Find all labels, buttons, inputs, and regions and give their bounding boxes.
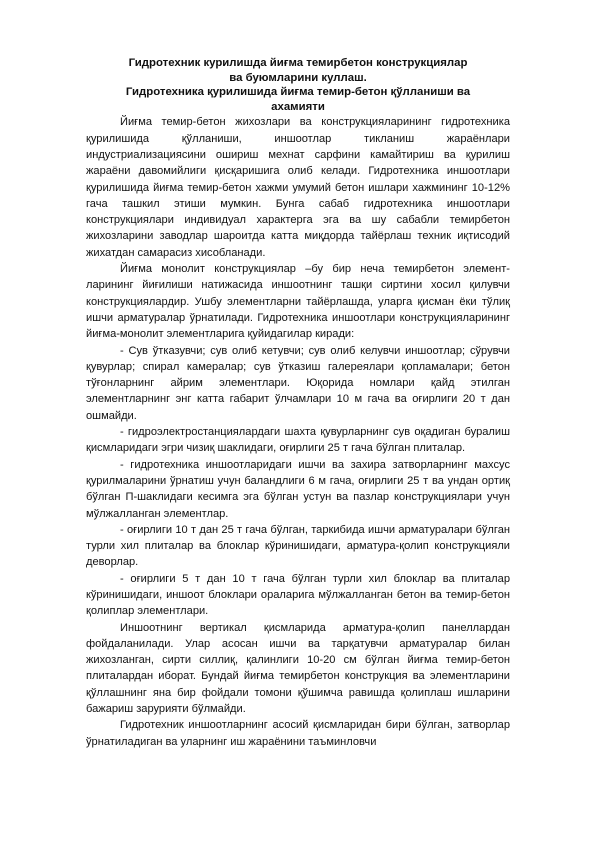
paragraph-continued: Гидротехник иншоотларнинг асосий қисмларидан бири бўлган, затворлар ўрнатиладиган ва уларнинг иш жараёнини таъминловчи: [86, 719, 510, 748]
list-item: - оғирлиги 5 т дан 10 т гача бўлган турли хил блоклар ва плиталар кўринишидаги, иншоот блоклари ораларига мўлжалланган бетон ва темир-бетон қолиплар элементлари.: [86, 572, 510, 618]
list-item: - гидротехника иншоотларидаги ишчи ва захира затворларнинг махсус қурилмаларини ўрнатиш учун баландлиги 6 м гача, оғирлиги 25 т ва ундан ортиқ бўлган П-шаклидаги кесимга эга бўлган устун ва пазлар конструкциялари учун мўлжалланган элементлар.: [86, 458, 510, 520]
paragraph-intro: Йиғма темир-бетон жихозлари ва конструкцияларининг гидротехника қурилишида қўлланиши, иншоотлар тикланиш жараёнлари индустриализациясини ошириш мехнат сарфини камайтириш ва қурилиш жараёни давомийлиги қисқаришига олиб келади. Гидротехника иншоотлари қурилишида йиғма темир-бетон хажми умумий бетон ишлари хажмининг 10-12% гача ташкил этиши мумкин. Бунга сабаб гидротехника иншоотлари конструкциялари индивидуал характерга эга ва шу сабабли темирбетон жихозларини заводлар шароитда катта миқдорда тайёрлаш техник иқтисодий жихатдан самарасиз хисобланади.: [86, 116, 510, 259]
document-body: [86, 56, 510, 750]
subtitle-line: ахамияти: [271, 100, 325, 113]
paragraph-definition: Йиғма монолит конструкциялар –бу бир неча темирбетон элемент-ларининг йиғилиши натижасида иншоотнинг ташқи сиртини хосил қилувчи конструкциялардир. Ушбу элементларни тайёрлашда, уларга қисман ёки тўлиқ ишчи арматуралар ўрнатилади. Гидротехника иншоотлари конструкцияларининг йиғма-монолит элементларига қуйидагилар киради:: [86, 263, 510, 341]
paragraph-panels: Иншоотнинг вертикал қисмларида арматура-қолип панеллардан фойдаланилади. Улар асосан ишчи ва тарқатувчи арматуралар билан жихозланган, сирти силлиқ, қалинлиги 10-20 см бўлган йиғма темир-бетон плиталардан иборат. Бундай йиғма темирбетон конструкция ва элементларини қўллашнинг яна бир фойдали томони қўшимча равишда қолиплаш ишларини бажариш зарурияти бўлмайди.: [86, 621, 510, 716]
list-item: - оғирлиги 10 т дан 25 т гача бўлган, таркибида ишчи арматуралари бўлган турли хил плиталар ва блоклар кўринишидаги, арматура-қолип конструкцияли деворлар.: [86, 523, 510, 569]
list-item: - гидроэлектростанциялардаги шахта қувурларнинг сув оқадиган буралиш қисмларидаги эгри чизиқ шаклидаги, оғирлиги 25 т гача бўлган плиталар.: [86, 426, 510, 455]
title-line: ва буюмларини куллаш.: [229, 71, 367, 84]
document-title: [86, 56, 510, 114]
title-line: Гидротехник курилишда йиғма темирбетон конструкциялар: [128, 57, 468, 69]
list-item: - Сув ўтказувчи; сув олиб кетувчи; сув олиб келувчи иншоотлар; сўрувчи қувурлар; спирал камералар; сув ўтказиш галереялари қопламалари; бетон тўғонларнинг айрим элементлари. Юқорида номлари қайд этилган элементларнинг энг катта габарит ўлчамлари 10 м гача ва оғирлиги 20 т дан ошмайди.: [86, 344, 510, 422]
subtitle-line: Гидротехника қурилишида йиғма темир-бетон қўлланиши ва: [125, 86, 471, 99]
